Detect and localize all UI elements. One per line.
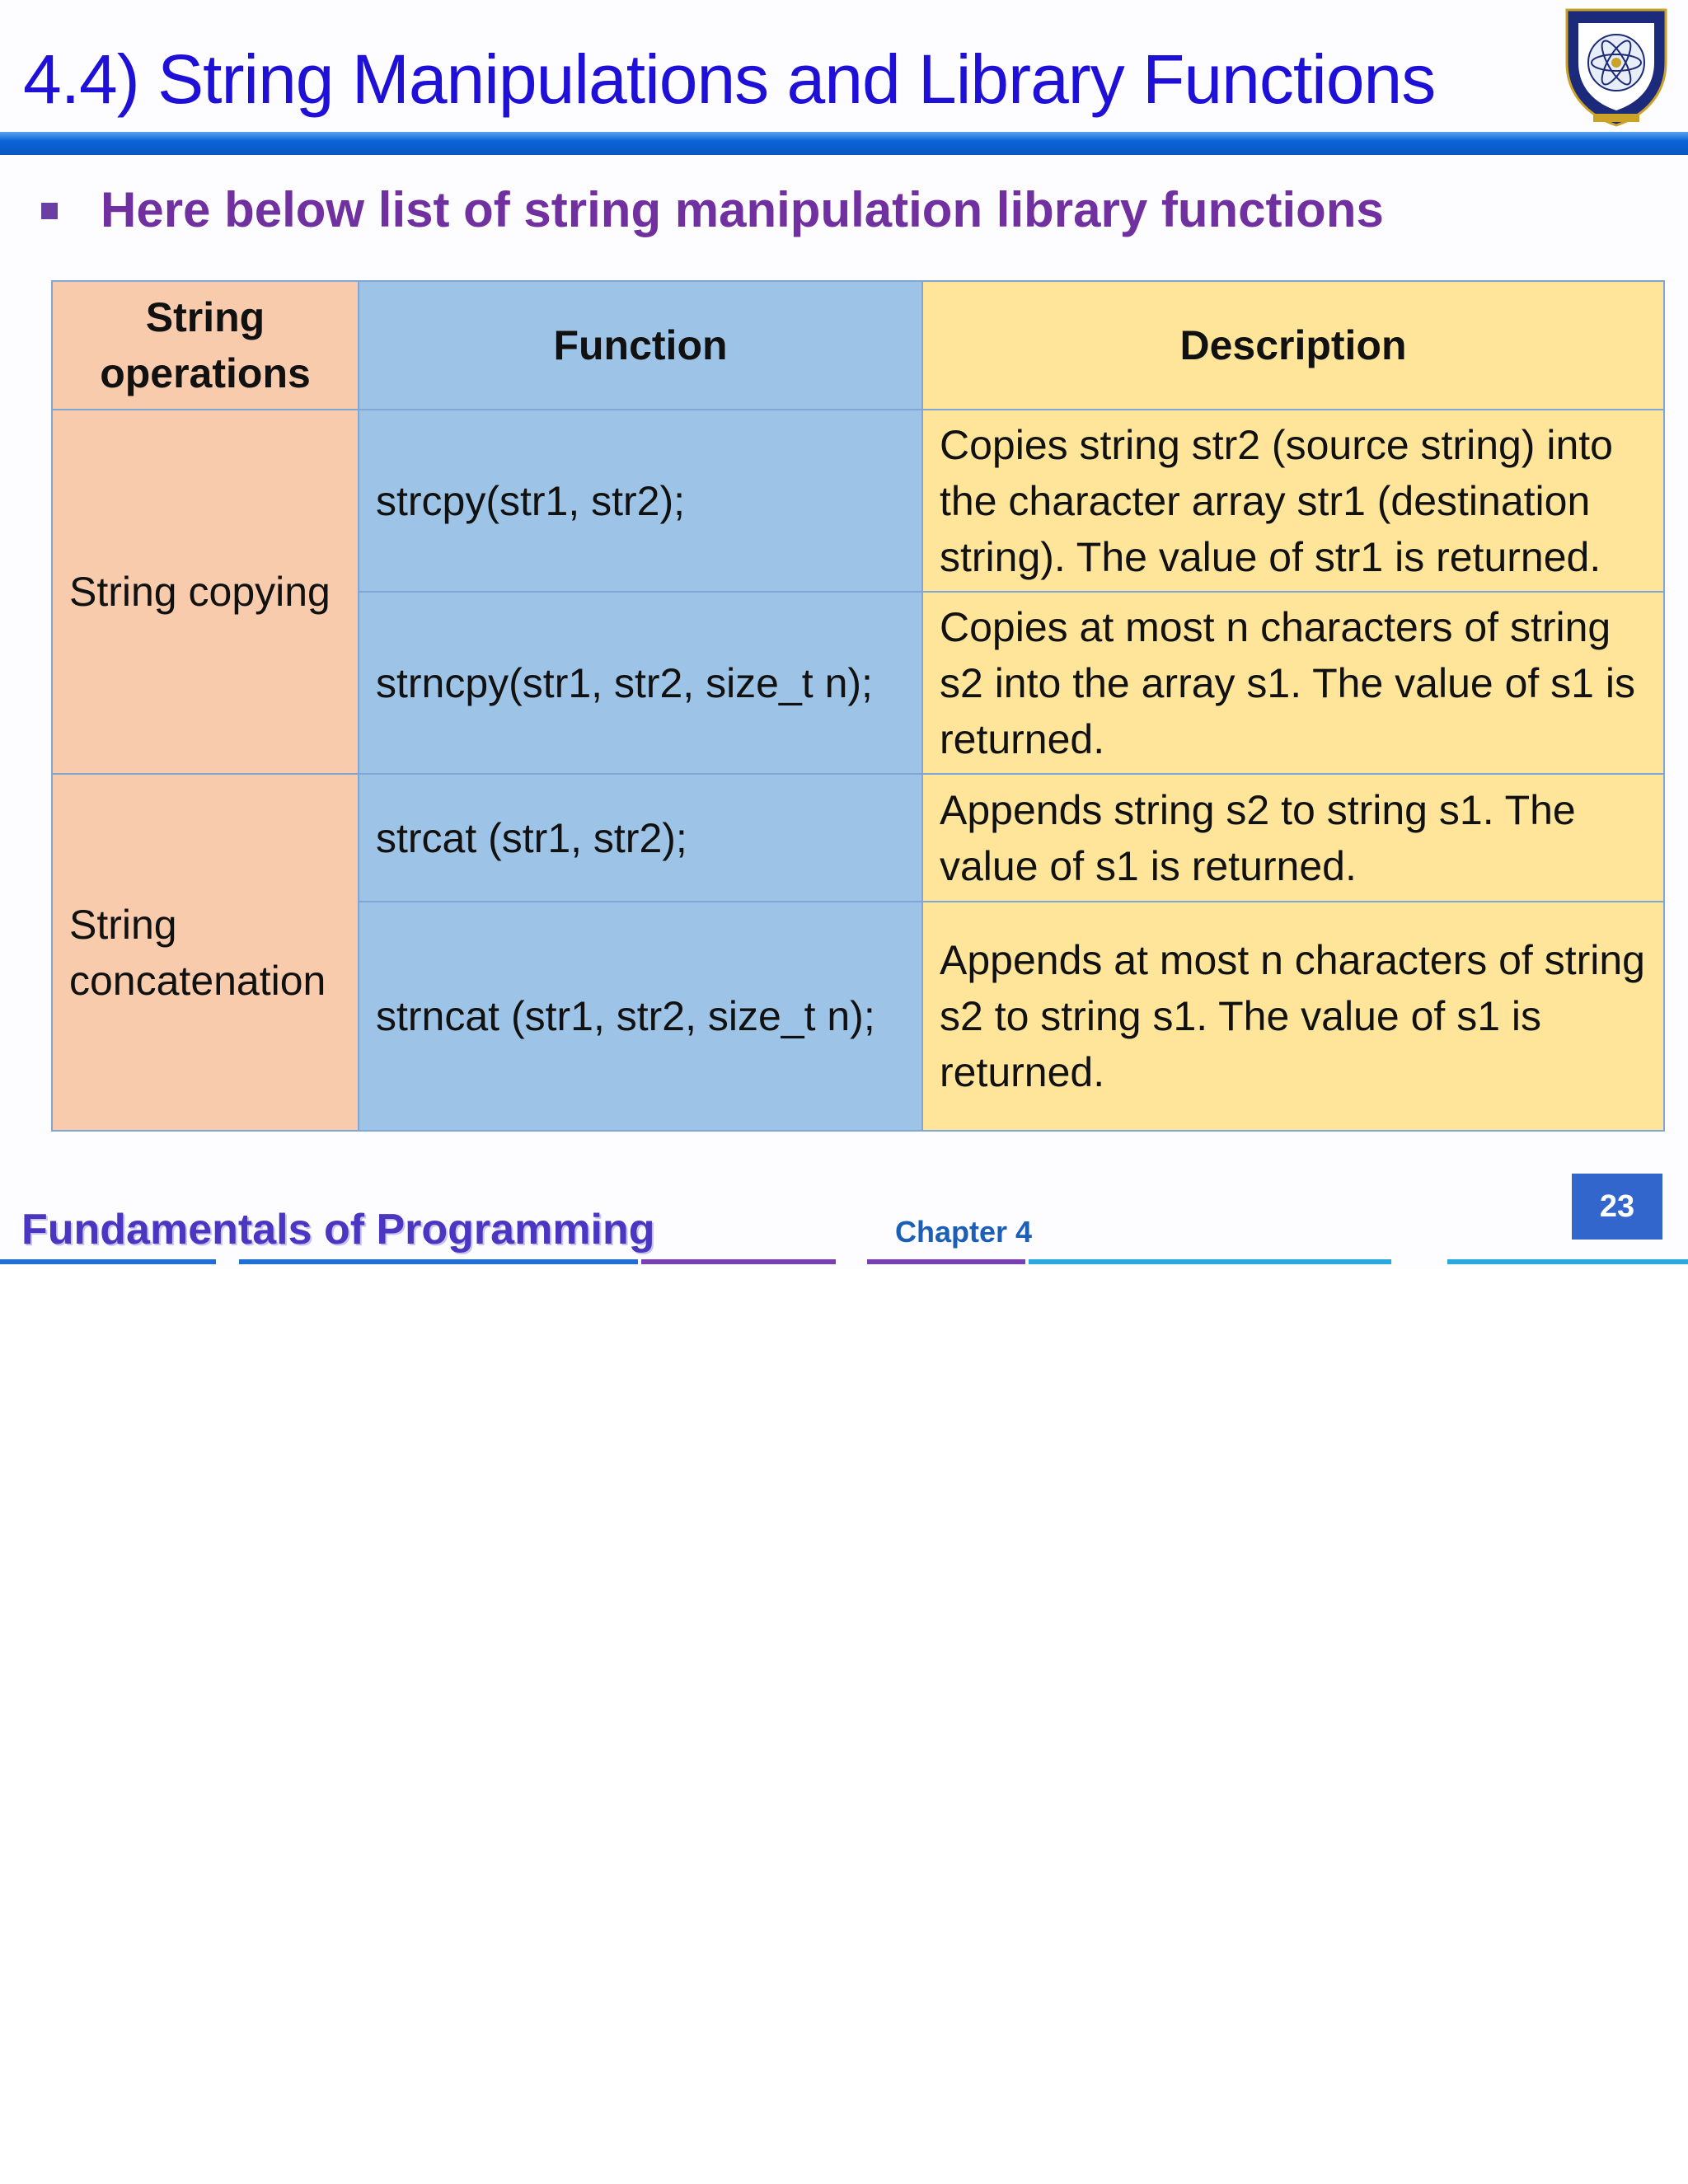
footer-line-segment [239, 1259, 638, 1264]
footer-chapter: Chapter 4 [895, 1215, 1033, 1249]
square-bullet-icon [41, 203, 58, 219]
footer-line-segment [867, 1259, 1025, 1264]
footer-line-segment [1447, 1259, 1688, 1264]
university-logo-icon [1560, 5, 1672, 129]
header-function: Function [359, 281, 922, 410]
table-row [52, 774, 1664, 902]
description-cell: Appends at most n characters of string s2 to string s1. The value of s1 is returned. [922, 902, 1664, 1131]
slide-title: 4.4) String Manipulations and Library Functions [23, 40, 1436, 118]
header-description: Description [922, 281, 1664, 410]
table-header-row [52, 281, 1664, 410]
footer-course-title: Fundamentals of Programming [21, 1206, 655, 1254]
footer-line-segment [641, 1259, 836, 1264]
header-string-operations: String operations [52, 281, 359, 410]
bullet-text: Here below list of string manipulation library functions [101, 182, 1384, 237]
operation-cell: String copying [52, 410, 359, 774]
function-cell: strncat (str1, str2, size_t n); [359, 902, 922, 1131]
page-number-badge: 23 [1572, 1174, 1662, 1240]
description-cell: Copies at most n characters of string s2 into the array s1. The value of s1 is returned. [922, 592, 1664, 774]
description-cell: Copies string str2 (source string) into the character array str1 (destination string). The value of str1 is returned. [922, 410, 1664, 592]
title-underline-bar [0, 132, 1688, 155]
table-row [52, 410, 1664, 592]
string-functions-table [51, 280, 1665, 1132]
description-cell: Appends string s2 to string s1. The value of s1 is returned. [922, 774, 1664, 902]
footer-divider-lines [0, 1259, 1688, 1266]
function-cell: strncpy(str1, str2, size_t n); [359, 592, 922, 774]
function-cell: strcpy(str1, str2); [359, 410, 922, 592]
footer-line-segment [1029, 1259, 1391, 1264]
operation-cell: String concatenation [52, 774, 359, 1131]
footer-line-segment [0, 1259, 216, 1264]
function-cell: strcat (str1, str2); [359, 774, 922, 902]
